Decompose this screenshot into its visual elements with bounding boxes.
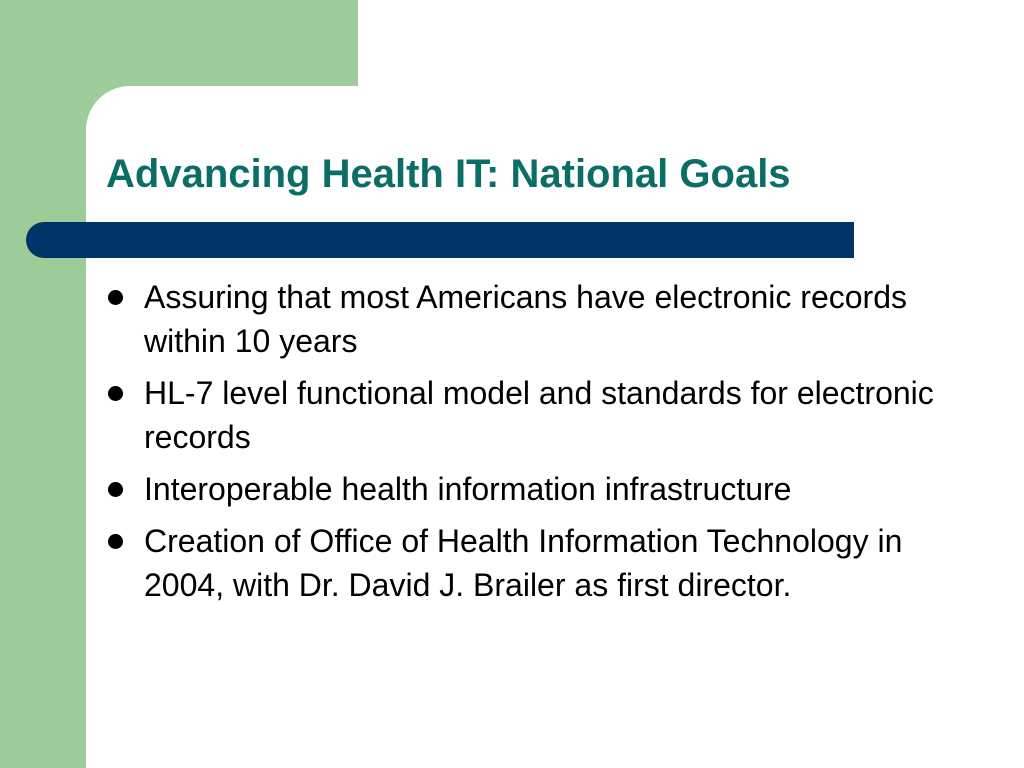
bullet-text: Assuring that most Americans have electronic records within 10 years <box>144 279 907 359</box>
bullet-text: Interoperable health information infrastructure <box>144 471 792 507</box>
bullet-text: HL-7 level functional model and standards for electronic records <box>144 375 934 455</box>
bullet-dot-icon <box>108 386 123 401</box>
bullet-dot-icon <box>108 534 123 549</box>
bullet-item <box>106 519 966 607</box>
slide-title: Advancing Health IT: National Goals <box>106 152 791 196</box>
bullet-text: Creation of Office of Health Information Technology in 2004, with Dr. David J. Brailer as first director. <box>144 523 903 603</box>
bullet-dot-icon <box>108 290 123 305</box>
bullet-item <box>106 371 966 459</box>
bullet-item <box>106 275 966 363</box>
bullet-dot-icon <box>108 482 123 497</box>
bullet-item <box>106 467 966 511</box>
title-underline-bar <box>26 222 854 258</box>
bullet-list <box>106 275 966 615</box>
